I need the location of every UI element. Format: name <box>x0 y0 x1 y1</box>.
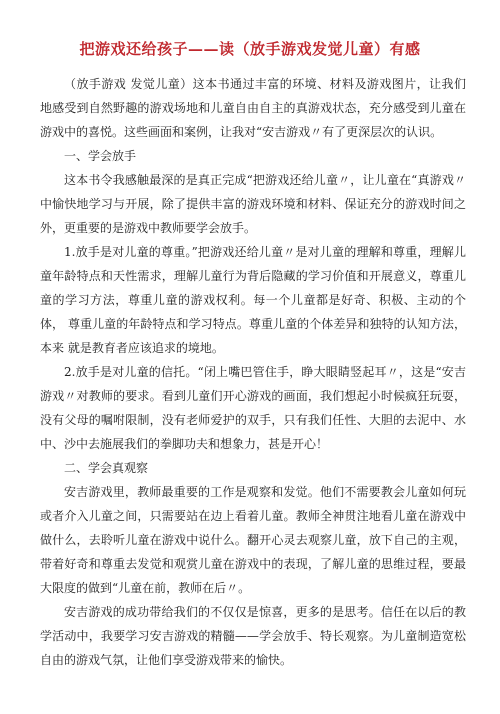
document-title: 把游戏还给孩子——读（放手游戏发觉儿童）有感 <box>79 40 421 58</box>
section1-paragraph-1: 这本书令我感触最深的是真正完成“把游戏还给儿童〃，让儿童在“真游戏〃中愉快地学习与开展，除了提供丰富的游戏环境和材料、保证充分的游戏时间之 外，更重要的是游戏中教师要学会放手。 <box>40 173 466 235</box>
section1-paragraph-2: 1.放手是对儿童的尊重。”把游戏还给儿童〃是对儿童的理解和尊重，理解儿 童年龄特点和天性需求，理解儿童行为背后隐藏的学习价值和开展意义，尊重儿 童的学习方法，尊重儿童的游戏权利。每一个儿童都是好奇、积极、主动的个体， 尊重儿童的年龄特点和学习特点。尊重儿童的个体差异和独特的认知方法，本来 就是教育者应该追求的境地。 <box>40 245 466 355</box>
section1-heading: 一、学会放手 <box>64 149 137 163</box>
section1-paragraph-3: 2.放手是对儿童的信托。“闭上嘴巴管住手，睁大眼睛竖起耳〃，这是“安吉游戏〃对教师的要求。看到儿童们开心游戏的画面，我们想起小时候疯狂玩耍，没有父母的嘱咐限制，没有老师爱护的双手，只有我们任性、大胆的去泥中、水 中、沙中去施展我们的拳脚功夫和想象力，甚是开心！ <box>40 365 466 451</box>
intro-paragraph: （放手游戏 发觉儿童）这本书通过丰富的环境、材料及游戏图片，让我们 地感受到自然野趣的游戏场地和儿童自由自主的真游戏状态，充分感受到儿童在 游戏中的喜悦。这些画面和案例，让我对“安吉游戏〃有了更深层次的认识。 <box>40 77 466 139</box>
section2-heading: 二、学会真观察 <box>64 461 149 475</box>
section2-paragraph-2: 安吉游戏的成功带给我们的不仅仅是惊喜，更多的是思考。信任在以后的教 学活动中，我要学习安吉游戏的精髓——学会放手、特长观察。为儿童制造宽松 自由的游戏气氛，让他们享受游戏带来的愉快。 <box>40 605 466 667</box>
section2-paragraph-1: 安吉游戏里，教师最重要的工作是观察和发觉。他们不需要教会儿童如何玩 或者介入儿童之间，只需要站在边上看着儿童。教师全神贯注地看儿童在游戏中 做什么，去聆听儿童在游戏中说什么。翻开心灵去观察儿童，放下自己的主观，带着好奇和尊重去发觉和观赏儿童在游戏中的表现，了解儿童的思维过程，要最 大限度的做到“儿童在前，教师在后〃。 <box>40 485 466 595</box>
